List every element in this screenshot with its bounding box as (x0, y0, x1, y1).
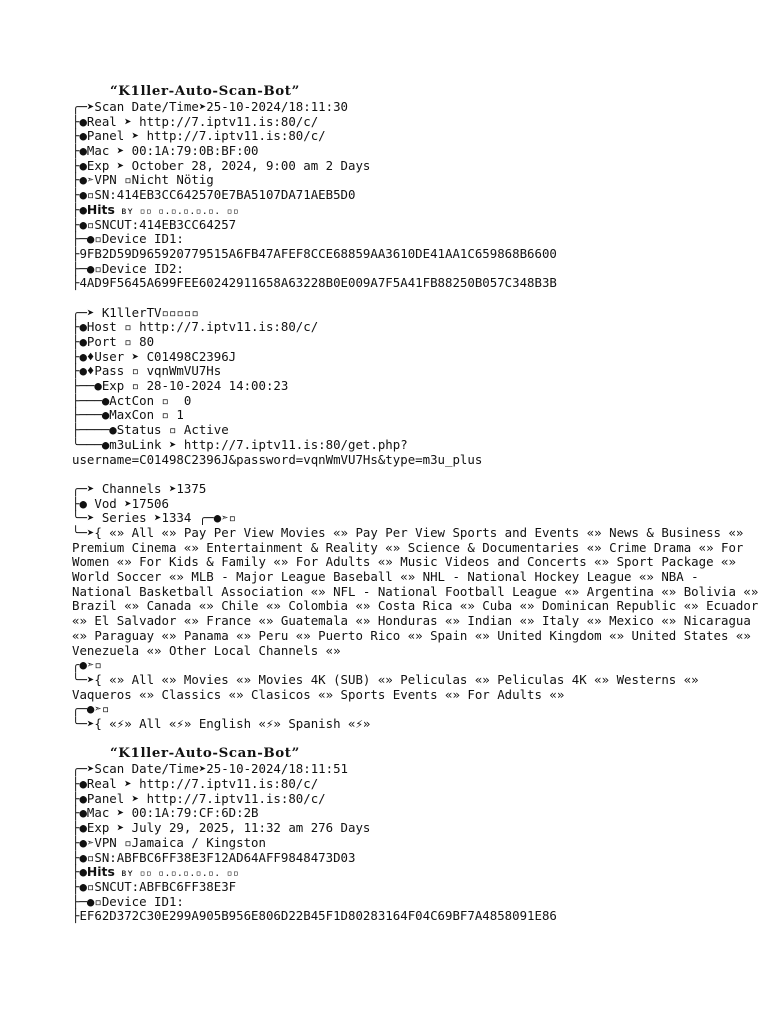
scan-datetime: ╭─➤Scan Date/Time➤25-10-2024/18:11:30 (72, 99, 349, 114)
real-url: ├●Real ➤ http://7.iptv11.is:80/c/ (72, 776, 319, 792)
series-categories-header: ╭─●➣▫ (72, 701, 110, 717)
port: ├●Port ▫ 80 (72, 334, 155, 349)
scan-datetime: ╭─➤Scan Date/Time➤25-10-2024/18:11:51 (72, 761, 349, 777)
hits-prefix: ├● (72, 201, 87, 217)
real-url: ├●Real ➤ http://7.iptv11.is:80/c/ (72, 113, 319, 129)
expiry: ├●Exp ➤ July 29, 2025, 11:32 am 276 Days (72, 820, 371, 836)
hits-prefix: ├● (72, 864, 87, 880)
device-id1: ├EF62D372C30E299A905B956E806D22B45F1D80283164F04C69BF7A4858091E86 (72, 908, 557, 924)
series-categories: ╰─➤{ «⚡» All «⚡» English «⚡» Spanish «⚡» (72, 716, 371, 732)
hits-by: ʙʏ ▫▫ ▫.▫.▫.▫.▫. ▫▫ (114, 205, 240, 217)
channel-categories: ╰─➤{ «» All «» Pay Per View Movies «» Pay Per View Sports and Events «» News & Business «» Premium Cinema «» Entertainment & Reality «» Science & Documentaries «» Crime Drama «» For Women «» For Kids & Family «» For Adults «» Music Videos and Concerts «» Sport Package «» World Soccer «» MLB - Major League Baseball «» NHL - National Hockey League «» NBA - National Basketball Association «» NFL - National Football League «» Argentina «» Bolivia «» Brazil «» Canada «» Chile «» Colombia «» Costa Rica «» Cuba «» Dominican Republic «» Ecuador «» El Salvador «» France «» Guatemala «» Honduras «» Indian «» Italy «» Mexico «» Nicaragua «» Paraguay «» Panama «» Peru «» Puerto Rico «» Spain «» United Kingdom «» United States «» Venezuela «» Other Local Channels «» (72, 524, 766, 658)
scan-result-1 (72, 84, 762, 291)
mac-address: ├●Mac ➤ 00:1A:79:0B:BF:00 (72, 143, 259, 159)
account-expiry: ├──●Exp ▫ 28-10-2024 14:00:23 (72, 378, 289, 394)
vod-categories-header: ╭●➣▫ (72, 657, 102, 673)
password: ├●♦Pass ▫ vqnWmVU7Hs (72, 363, 222, 379)
hits-line (72, 865, 762, 880)
m3u-link[interactable]: ╰───●m3uLink ➤ http://7.iptv11.is:80/get.php? (72, 436, 408, 452)
mac-address: ├●Mac ➤ 00:1A:79:CF:6D:2B (72, 805, 259, 821)
vpn: ├●➣VPN ▫Nicht Nötig (72, 172, 214, 188)
device-id2: ├4AD9F5645A699FEE60242911658A63228B0E009A7F5A41FB88250B057C348B3B (72, 275, 557, 291)
serial-number: ├●▫SN:414EB3CC642570E7BA5107DA71AEB5D0 (72, 187, 356, 203)
hits-by: ʙʏ ▫▫ ▫.▫.▫.▫.▫. ▫▫ (114, 868, 240, 880)
scan-bot-title: “K1ller-Auto-Scan-Bot” (110, 83, 300, 99)
device-id1: ├9FB2D59D965920779515A6FB47AFEF8CCE68859AA3610DE41AA1C659868B6600 (72, 245, 557, 261)
content-summary (72, 480, 766, 732)
active-connections: ├───●ActCon ▫ 0 (72, 392, 192, 408)
expiry: ├●Exp ➤ October 28, 2024, 9:00 am 2 Days (72, 157, 371, 173)
vod-count: ├● Vod ➤17506 (72, 495, 169, 511)
vpn: ├●➣VPN ▫Jamaica / Kingston (72, 834, 266, 850)
hits-label: Hits (86, 201, 115, 217)
device-id1-label: ├─●▫Device ID1: (72, 893, 184, 909)
scan-result-2 (72, 746, 762, 924)
sncut: ├●▫SNCUT:ABFBC6FF38E3F (72, 878, 237, 894)
vod-categories: ╰─➤{ «» All «» Movies «» Movies 4K (SUB) «» Peliculas «» Peliculas 4K «» Westerns «» Vaqueros «» Classics «» Clasicos «» Sports Events «» For Adults «» (72, 671, 707, 702)
account-info (72, 306, 762, 468)
hits-line (72, 203, 762, 218)
m3u-link-params[interactable]: username=C01498C2396J&password=vqnWmVU7Hs&type=m3u_plus (72, 451, 483, 467)
device-id1-label: ├─●▫Device ID1: (72, 231, 184, 247)
panel-url: ├●Panel ➤ http://7.iptv11.is:80/c/ (72, 128, 326, 144)
hits-label: Hits (86, 864, 115, 880)
account-status: ├────●Status ▫ Active (72, 422, 229, 438)
max-connections: ├───●MaxCon ▫ 1 (72, 407, 184, 423)
sncut: ├●▫SNCUT:414EB3CC64257 (72, 216, 237, 232)
document-page (72, 83, 766, 924)
serial-number: ├●▫SN:ABFBC6FF38E3F12AD64AFF9848473D03 (72, 849, 356, 865)
host-url: ├●Host ▫ http://7.iptv11.is:80/c/ (72, 319, 319, 335)
channels-count: ╭─➤ Channels ➤1375 (72, 480, 207, 496)
username: ├●♦User ➤ C01498C2396J (72, 348, 237, 364)
device-id2-label: ├─●▫Device ID2: (72, 260, 184, 276)
series-count: ╰─➤ Series ➤1334 ╭─●➣▫ (72, 510, 237, 526)
panel-url: ├●Panel ➤ http://7.iptv11.is:80/c/ (72, 790, 326, 806)
scan-bot-title: “K1ller-Auto-Scan-Bot” (110, 745, 300, 762)
account-header: ╭─➤ K1llerTV▫▫▫▫▫ (72, 304, 199, 320)
